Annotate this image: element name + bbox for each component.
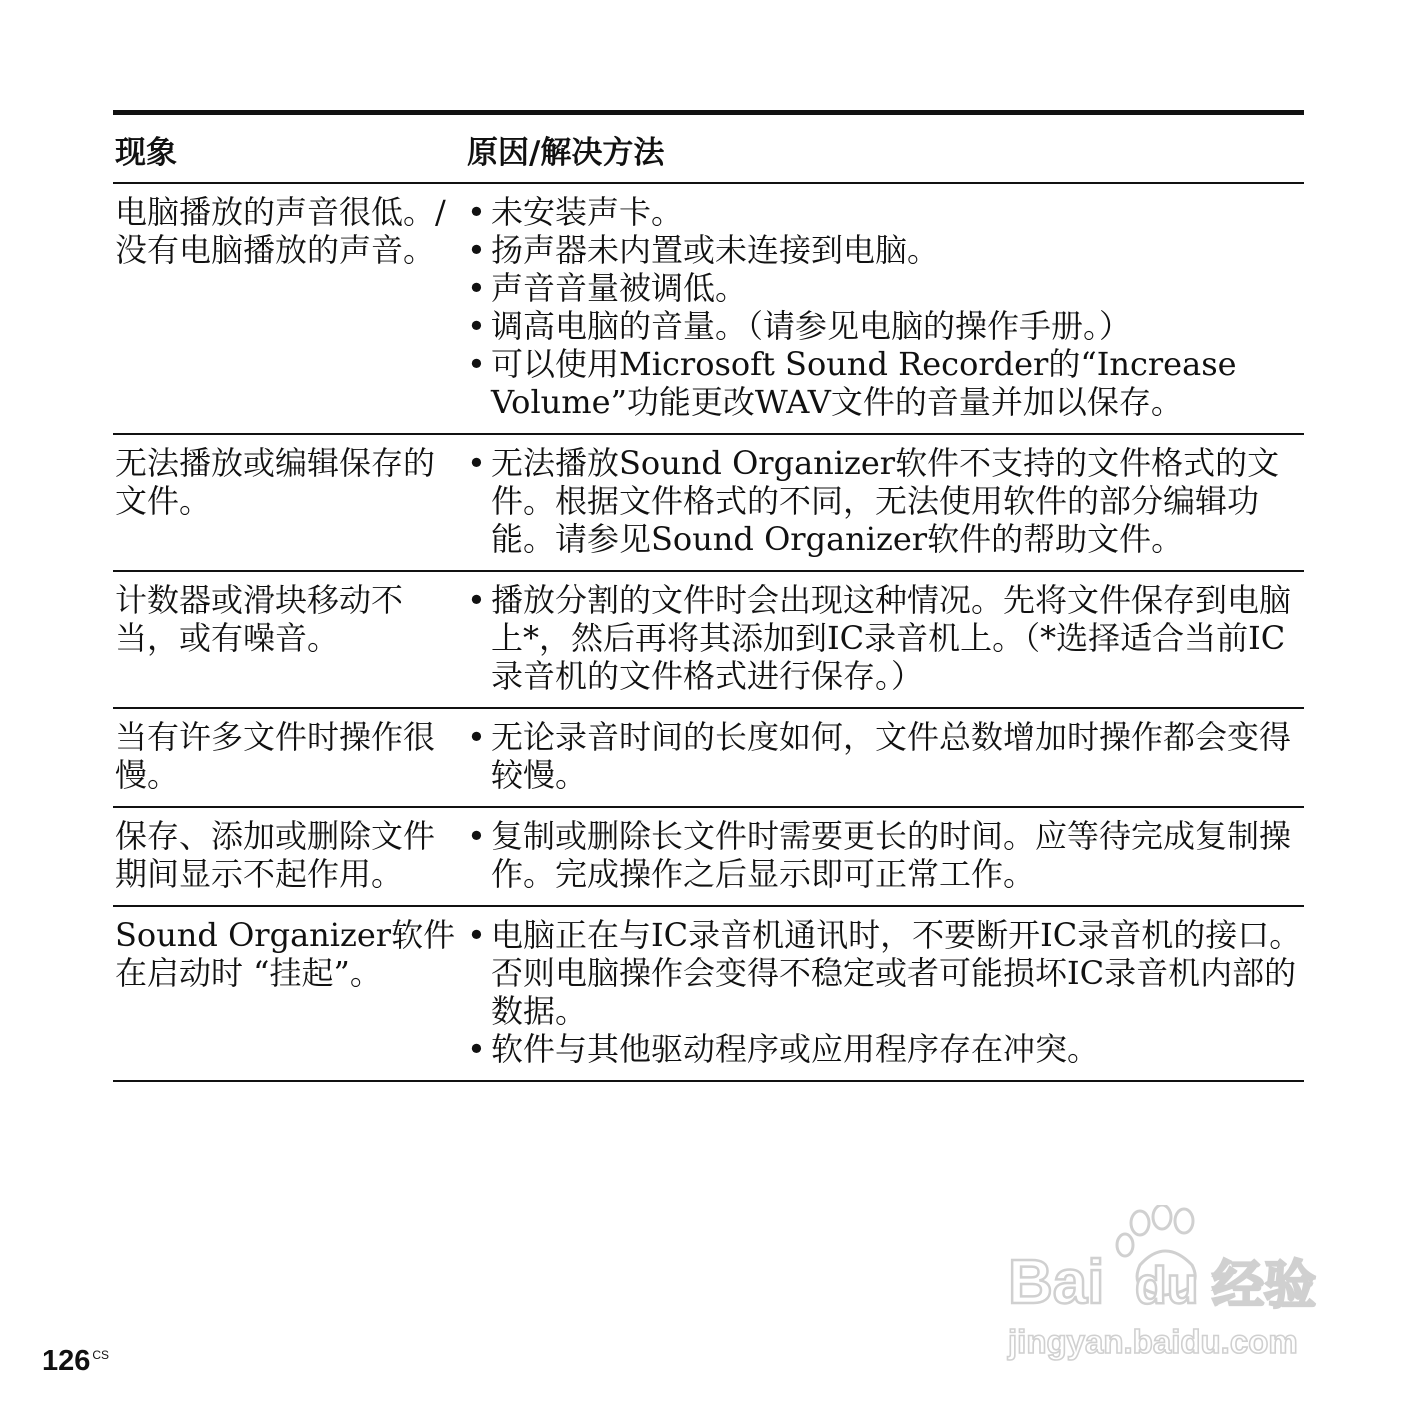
symptom-cell: 电脑播放的声音很低。/没有电脑播放的声音。 [115,193,446,269]
page-number [42,1345,109,1378]
table-row [113,906,1304,1081]
solution-list [465,718,1304,794]
solution-item: • 可以使用Microsoft Sound Recorder的“Increase Volume”功能更改WAV文件的音量并加以保存。 [465,345,1304,421]
header-symptom: 现象 [115,135,177,171]
solution-item: • 调高电脑的音量。（请参见电脑的操作手册。） [465,307,1304,345]
solution-cell [465,708,1304,807]
troubleshooting-table-container [113,110,1304,1082]
table-row [113,434,1304,571]
page-number-suffix: CS [92,1348,110,1363]
solution-cell [465,434,1304,571]
table-row [113,571,1304,708]
solution-item: • 扬声器未内置或未连接到电脑。 [465,231,1304,269]
solution-cell [465,183,1304,434]
symptom-cell: 计数器或滑块移动不当，或有噪音。 [115,581,404,657]
table-header-row [113,113,1304,184]
solution-item: • 播放分割的文件时会出现这种情况。先将文件保存到电脑上*，然后再将其添加到IC录音机上。（*选择适合当前IC录音机的文件格式进行保存。） [465,581,1304,695]
watermark-product-text: 经验 [1212,1256,1317,1316]
page-number-value: 126 [42,1345,91,1377]
troubleshooting-table [113,110,1304,1082]
table-row [113,807,1304,906]
table-row [113,708,1304,807]
solution-item: • 软件与其他驱动程序或应用程序存在冲突。 [465,1030,1304,1068]
symptom-cell: Sound Organizer软件在启动时 “挂起”。 [115,916,456,992]
solution-list [465,817,1304,893]
header-solution: 原因/解决方法 [467,135,665,171]
symptom-cell: 无法播放或编辑保存的文件。 [115,444,436,520]
solution-list [465,193,1304,421]
watermark-brand-text: Bai [1008,1248,1105,1317]
solution-item: • 复制或删除长文件时需要更长的时间。应等待完成复制操作。完成操作之后显示即可正常工作。 [465,817,1304,893]
solution-cell [465,906,1304,1081]
solution-item: • 电脑正在与IC录音机通讯时，不要断开IC录音机的接口。否则电脑操作会变得不稳定或者可能损坏IC录音机内部的数据。 [465,916,1304,1030]
symptom-cell: 保存、添加或删除文件期间显示不起作用。 [115,817,436,893]
solution-list [465,444,1304,558]
solution-item: • 无论录音时间的长度如何，文件总数增加时操作都会变得较慢。 [465,718,1304,794]
solution-list [465,916,1304,1068]
solution-item: • 无法播放Sound Organizer软件不支持的文件格式的文件。根据文件格式的不同，无法使用软件的部分编辑功能。请参见Sound Organizer软件的帮助文件。 [465,444,1304,558]
watermark-url-text: jingyan.baidu.com [1008,1323,1298,1360]
symptom-cell: 当有许多文件时操作很慢。 [115,718,436,794]
solution-item: • 声音音量被调低。 [465,269,1304,307]
table-row [113,183,1304,434]
solution-item: • 未安装声卡。 [465,193,1304,231]
watermark-brand-du-text: du [1135,1257,1199,1315]
baidu-jingyan-watermark [1000,1205,1330,1365]
table-body [113,183,1304,1081]
solution-cell [465,807,1304,906]
solution-list [465,581,1304,695]
solution-cell [465,571,1304,708]
